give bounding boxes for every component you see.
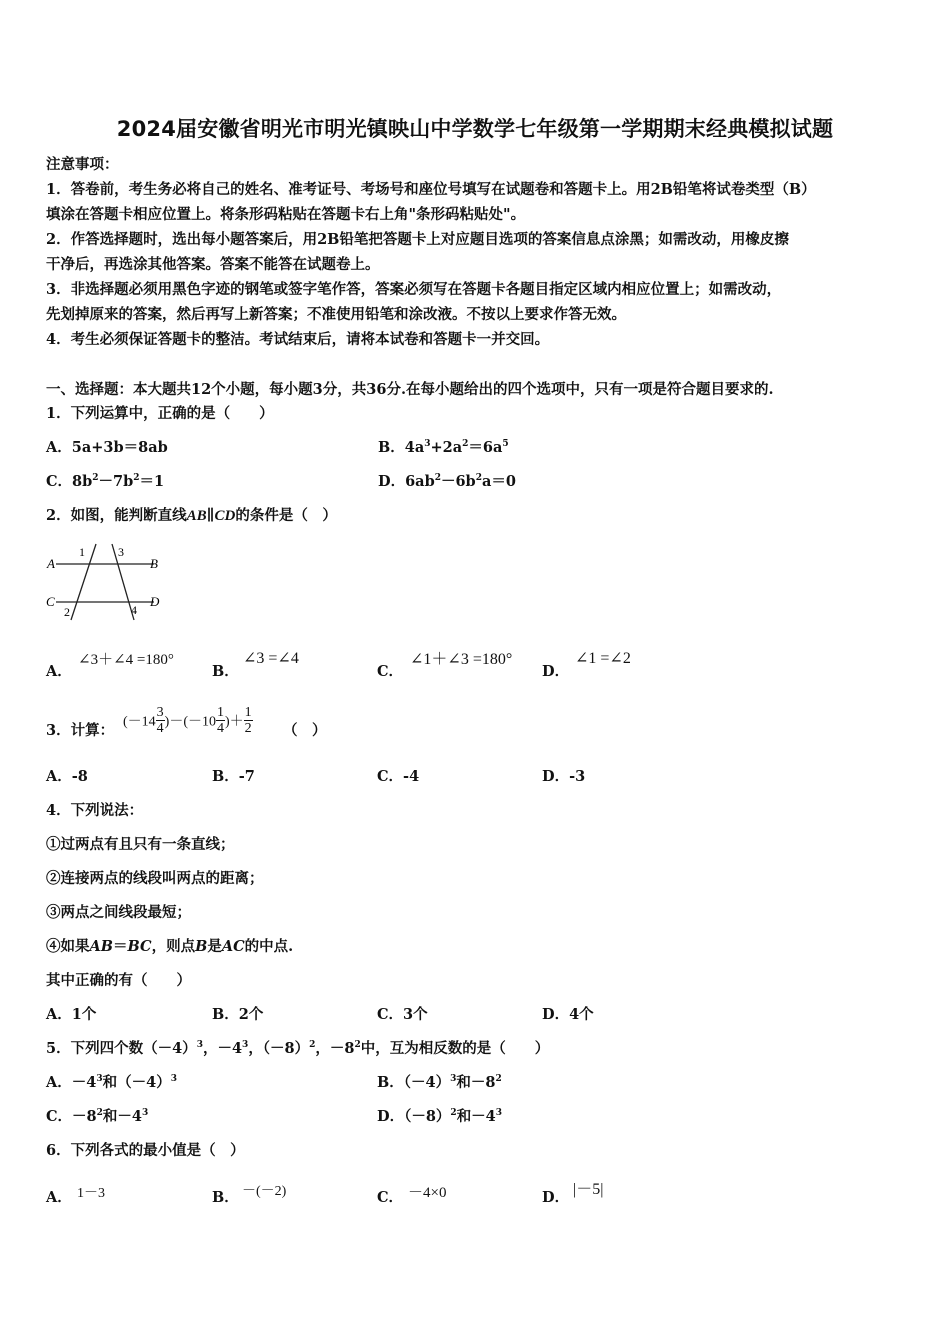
q2-option-a: ∠3＋∠4 =180° [78, 652, 174, 668]
label-b: B [150, 556, 158, 571]
notice-line: 先划掉原来的答案，然后再写上新答案；不准使用铅笔和涂改液。不按以上要求作答无效。 [46, 306, 626, 323]
q4-option-c: C．3个 [377, 1006, 428, 1023]
q4-statement: ②连接两点的线段叫两点的距离； [46, 870, 264, 887]
q2-option-a-label: A． [46, 663, 72, 680]
notice-line: 3．非选择题必须用黑色字迹的钢笔或签字笔作答，答案必须写在答题卡各题目指定区域内相应位置上；如需改动， [46, 281, 782, 298]
q5-stem: 5．下列四个数$(-4)^3$，$-4^3$，$(-8)^2$，$-8^2$中，互为相反数的是（ ） [46, 1040, 550, 1057]
q3-option-b: B．-7 [212, 768, 255, 785]
q6-option-b: －(－2) [242, 1184, 287, 1199]
q4-stem: 4．下列说法： [46, 802, 144, 819]
q3-option-c: C．-4 [377, 768, 420, 785]
q4-option-d: D．4个 [542, 1006, 594, 1023]
q5-option-c: C．$-8^2$和$-4^3$ [46, 1108, 149, 1125]
notice-line: 1．答卷前，考生务必将自己的姓名、准考证号、考场号和座位号填写在试题卷和答题卡上。用2B铅笔将试卷类型（B） [46, 181, 816, 198]
notice-line: 2．作答选择题时，选出每小题答案后，用2B铅笔把答题卡上对应题目选项的答案信息点涂黑；如需改动，用橡皮擦 [46, 231, 789, 248]
q4-question: 其中正确的有（ ） [46, 972, 191, 989]
q3-option-a: A．-8 [46, 768, 88, 785]
q3-answer-blank: （ ） [283, 722, 327, 739]
q3-stem: 3．计算： [46, 722, 115, 739]
label-a: A [47, 556, 55, 571]
notice-heading: 注意事项： [46, 156, 119, 173]
q4-option-a: A．1个 [46, 1006, 97, 1023]
q2-option-c: ∠1＋∠3 =180° [410, 651, 513, 668]
label-d: D [150, 594, 160, 609]
q6-option-c: －4×0 [408, 1185, 447, 1201]
q1-option-b: B．$4a^3+2a^2=6a^5$ [378, 439, 509, 456]
q2-option-b: ∠3 =∠4 [243, 650, 299, 667]
angle-1-label: 1 [79, 545, 85, 559]
parallel-lines-figure [44, 540, 174, 622]
q6-stem: 6．下列各式的最小值是（ ） [46, 1142, 245, 1159]
notice-line: 填涂在答题卡相应位置上。将条形码粘贴在答题卡右上角"条形码粘贴处"。 [46, 206, 526, 223]
q1-option-d: D．$6ab^2-6b^2a=0$ [378, 473, 516, 490]
q2-option-d: ∠1 =∠2 [575, 650, 631, 667]
page-title: 2024届安徽省明光市明光镇映山中学数学七年级第一学期期末经典模拟试题 [116, 117, 834, 141]
q6-option-d: |－5| [573, 1181, 604, 1198]
q6-option-b-label: B． [212, 1189, 239, 1206]
q5-option-d: D．$(-8)^2$和$-4^3$ [377, 1108, 503, 1125]
q5-option-a: A．$-4^3$和$(-4)^3$ [46, 1074, 177, 1091]
q3-expression: (－14 $\frac{3}{4}$ )－(－10 $\frac{1}{4}$ )＋ $\frac{1}{2}$ [123, 705, 252, 736]
angle-4-label: 4 [131, 603, 137, 617]
q4-statement: ④如果AB＝BC，则点B是AC的中点. [46, 938, 294, 955]
angle-2-label: 2 [64, 605, 70, 619]
notice-line: 4．考生必须保证答题卡的整洁。考试结束后，请将本试卷和答题卡一并交回。 [46, 331, 550, 348]
q2-option-d-label: D． [542, 663, 570, 680]
q1-stem: 1．下列运算中，正确的是（ ） [46, 405, 274, 422]
q6-option-c-label: C． [377, 1189, 404, 1206]
q4-statement: ③两点之间线段最短； [46, 904, 191, 921]
label-c: C [46, 594, 55, 609]
q4-statement: ①过两点有且只有一条直线； [46, 836, 235, 853]
q4-option-b: B．2个 [212, 1006, 264, 1023]
q6-option-d-label: D． [542, 1189, 570, 1206]
q2-option-c-label: C． [377, 663, 404, 680]
q5-option-b: B．$(-4)^3$和$-8^2$ [377, 1074, 502, 1091]
angle-3-label: 3 [118, 545, 124, 559]
q1-option-a: A．5a+3b＝8ab [46, 439, 168, 456]
section-heading: 一、选择题：本大题共12个小题，每小题3分，共36分.在每小题给出的四个选项中，只有一项是符合题目要求的. [46, 381, 774, 398]
q3-option-d: D．-3 [542, 768, 586, 785]
q6-option-a-label: A． [46, 1189, 72, 1206]
notice-line: 干净后，再选涂其他答案。答案不能答在试题卷上。 [46, 256, 380, 273]
q2-option-b-label: B． [212, 663, 239, 680]
q2-stem: 2．如图，能判断直线AB∥CD的条件是（ ） [46, 507, 337, 524]
q6-option-a: 1－3 [77, 1186, 105, 1201]
q1-option-c: C．$8b^2-7b^2=1$ [46, 473, 165, 490]
